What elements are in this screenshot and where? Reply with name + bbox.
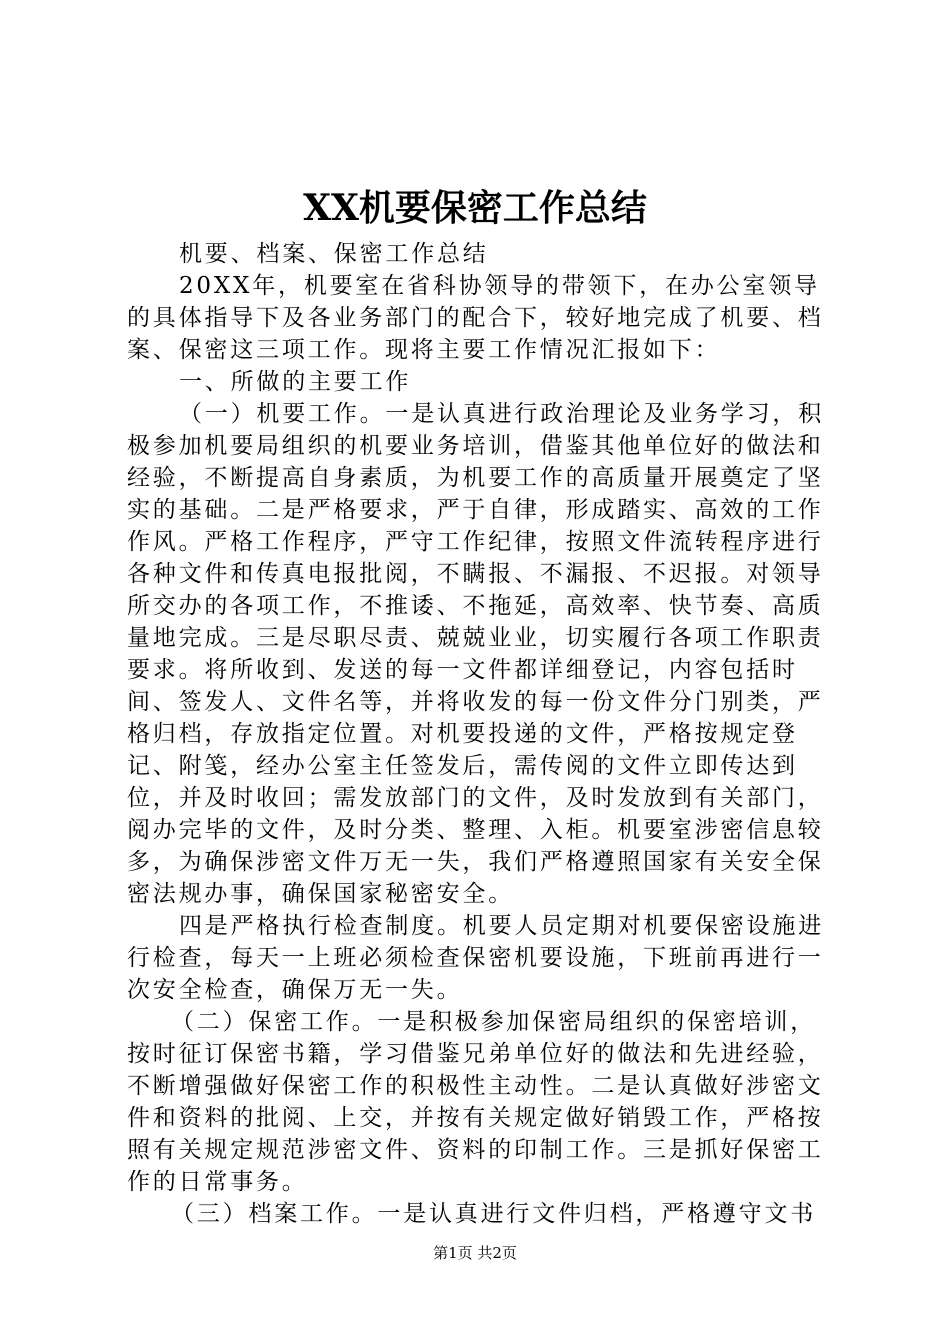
document-body (127, 238, 827, 1230)
page-footer: 第1页 共2页 (433, 1244, 517, 1262)
document-title: XX机要保密工作总结 (303, 187, 647, 229)
paragraph-confidential-work: （一）机要工作。一是认真进行政治理论及业务学习，积极参加机要局组织的机要业务培训，借鉴其他单位好的做法和经验，不断提高自身素质，为机要工作的高质量开展奠定了坚实的基础。二是严格要求，严于自律，形成踏实、高效的工作作风。严格工作程序，严守工作纪律，按照文件流转程序进行各种文件和传真电报批阅，不瞒报、不漏报、不迟报。对领导所交办的各项工作，不推诿、不拖延，高效率、快节奏、高质量地完成。三是尽职尽责、兢兢业业，切实履行各项工作职责要求。将所收到、发送的每一文件都详细登记，内容包括时间、签发人、文件名等，并将收发的每一份文件分门别类，严格归档，存放指定位置。对机要投递的文件，严格按规定登记、附笺，经办公室主任签发后，需传阅的文件立即传达到位，并及时收回；需发放部门的文件，及时发放到有关部门，阅办完毕的文件，及时分类、整理、入柜。机要室涉密信息较多，为确保涉密文件万无一失，我们严格遵照国家有关安全保密法规办事，确保国家秘密安全。 (127, 401, 824, 907)
paragraph-secrecy-work: （二）保密工作。一是积极参加保密局组织的保密培训，按时征订保密书籍，学习借鉴兄弟单位好的做法和先进经验，不断增强做好保密工作的积极性主动性。二是认真做好涉密文件和资料的批阅、上交，并按有关规定做好销毁工作，严格按照有关规定规范涉密文件、资料的印制工作。三是抓好保密工作的日常事务。 (127, 1009, 824, 1195)
paragraph-intro: 20XX年，机要室在省科协领导的带领下，在办公室领导的具体指导下及各业务部门的配合下，较好地完成了机要、档案、保密这三项工作。现将主要工作情况汇报如下： (127, 273, 824, 363)
paragraph-subtitle: 机要、档案、保密工作总结 (179, 241, 489, 267)
section-heading: 一、所做的主要工作 (179, 369, 412, 395)
paragraph-archive-work: （三）档案工作。一是认真进行文件归档，严格遵守文书 (171, 1201, 816, 1227)
paragraph-inspection: 四是严格执行检查制度。机要人员定期对机要保密设施进行检查，每天一上班必须检查保密机要设施，下班前再进行一次安全检查，确保万无一失。 (127, 913, 824, 1003)
